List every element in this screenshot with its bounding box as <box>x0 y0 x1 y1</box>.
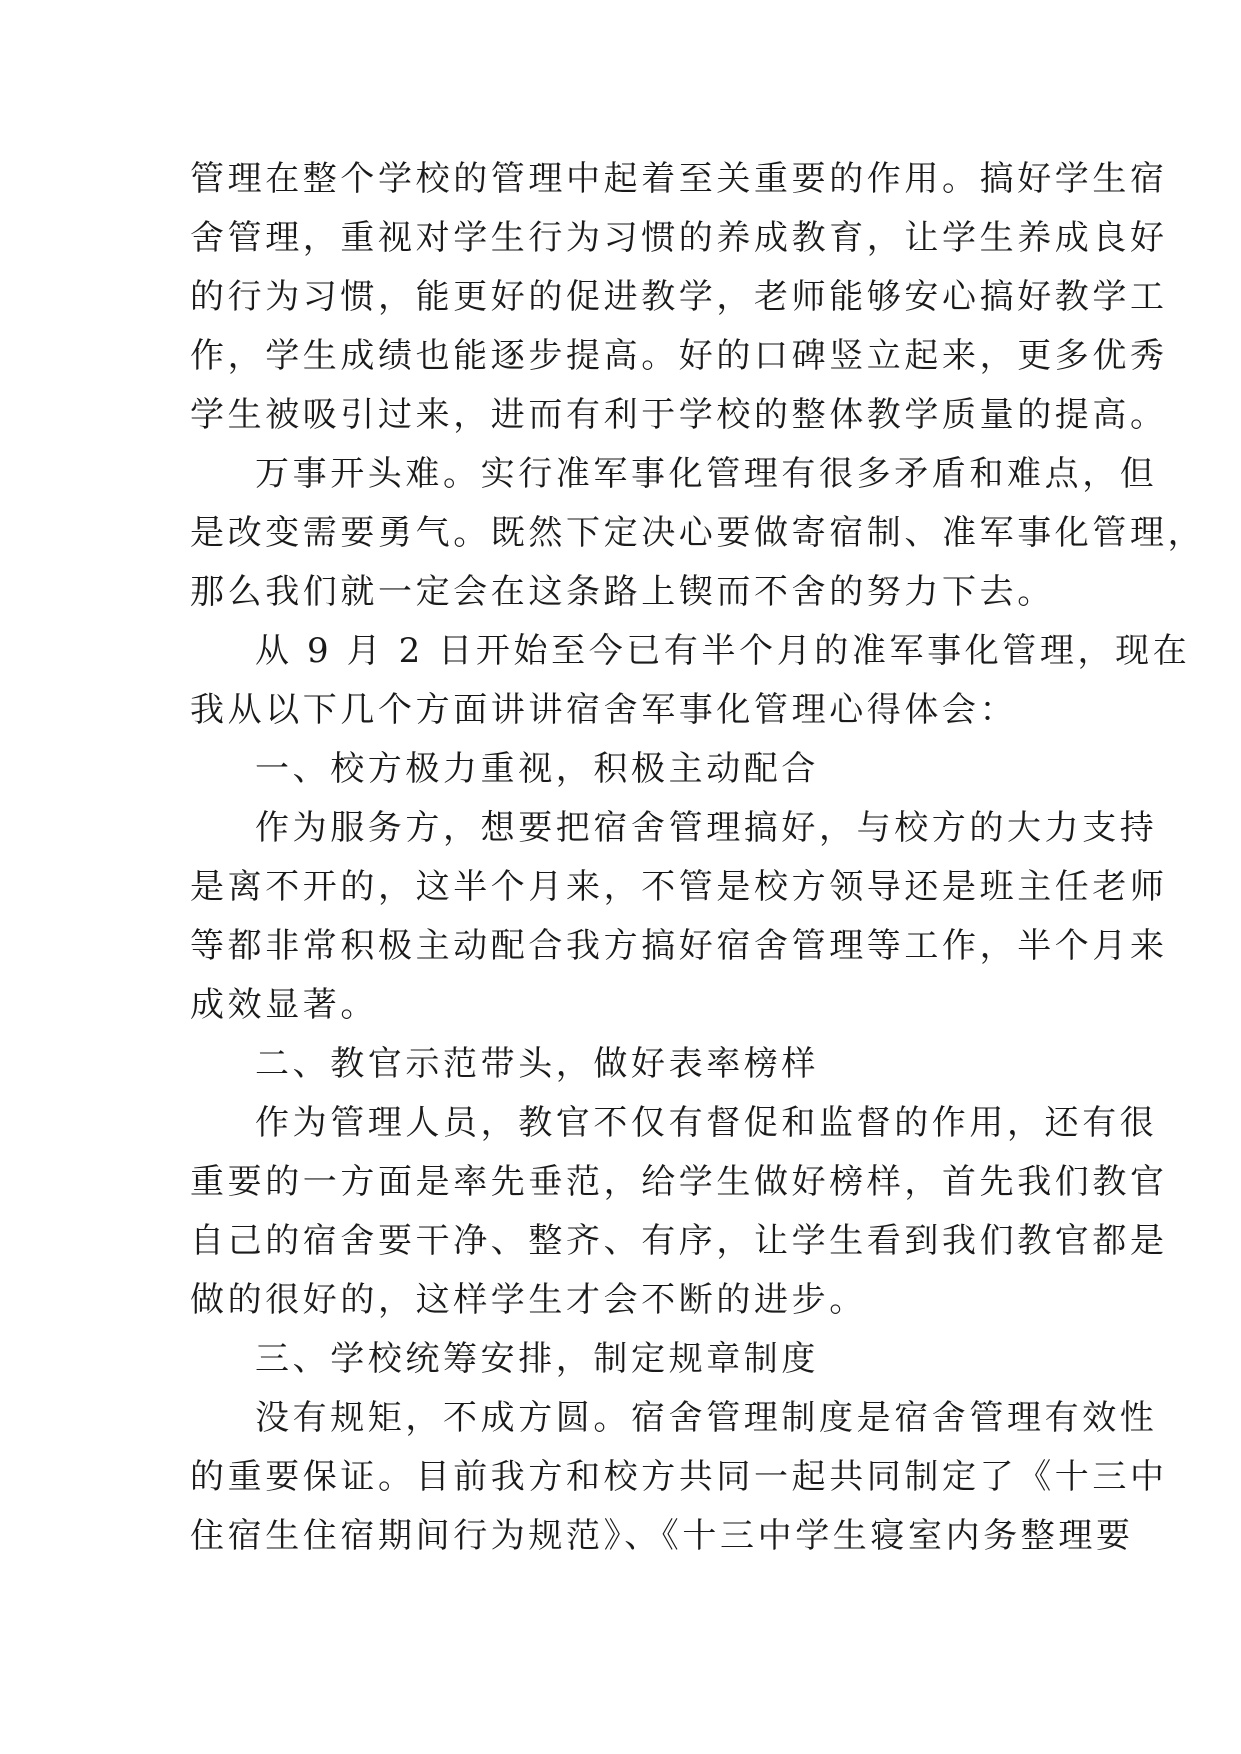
text-line: 是离不开的，这半个月来，不管是校方领导还是班主任老师 <box>190 867 1168 907</box>
text-line: 住宿生住宿期间行为规范》、《十三中学生寝室内务整理要 <box>190 1516 1134 1556</box>
text-line: 重要的一方面是率先垂范，给学生做好榜样，首先我们教官 <box>190 1162 1168 1202</box>
document-body <box>190 150 1206 1566</box>
paragraph-start-line: 作为服务方，想要把宿舍管理搞好，与校方的大力支持 <box>255 808 1158 848</box>
text-line: 学生被吸引过来，进而有利于学校的整体教学质量的提高。 <box>190 395 1168 435</box>
text-line: 的行为习惯，能更好的促进教学，老师能够安心搞好教学工 <box>190 277 1168 317</box>
text-line: 做的很好的，这样学生才会不断的进步。 <box>190 1280 867 1320</box>
paragraph-start-line: 万事开头难。实行准军事化管理有很多矛盾和难点，但 <box>255 454 1158 494</box>
paragraph-start-line: 从 9 月 2 日开始至今已有半个月的准军事化管理，现在 <box>255 631 1191 671</box>
text-line: 自己的宿舍要干净、整齐、有序，让学生看到我们教官都是 <box>190 1221 1168 1261</box>
paragraph-start-line: 作为管理人员，教官不仅有督促和监督的作用，还有很 <box>255 1103 1158 1143</box>
section-heading-3: 三、学校统筹安排，制定规章制度 <box>255 1339 819 1379</box>
text-line: 那么我们就一定会在这条路上锲而不舍的努力下去。 <box>190 572 1055 612</box>
text-line: 是改变需要勇气。既然下定决心要做寄宿制、准军事化管理， <box>190 513 1206 553</box>
text-line: 的重要保证。目前我方和校方共同一起共同制定了《十三中 <box>190 1457 1168 1497</box>
section-heading-2: 二、教官示范带头，做好表率榜样 <box>255 1044 819 1084</box>
text-line: 作，学生成绩也能逐步提高。好的口碑竖立起来，更多优秀 <box>190 336 1168 376</box>
paragraph-start-line: 没有规矩，不成方圆。宿舍管理制度是宿舍管理有效性 <box>255 1398 1158 1438</box>
text-line: 舍管理，重视对学生行为习惯的养成教育，让学生养成良好 <box>190 218 1168 258</box>
text-line: 我从以下几个方面讲讲宿舍军事化管理心得体会： <box>190 690 1018 730</box>
text-line: 等都非常积极主动配合我方搞好宿舍管理等工作，半个月来 <box>190 926 1168 966</box>
text-line: 成效显著。 <box>190 985 378 1025</box>
text-line: 管理在整个学校的管理中起着至关重要的作用。搞好学生宿 <box>190 159 1168 199</box>
section-heading-1: 一、校方极力重视，积极主动配合 <box>255 749 819 789</box>
